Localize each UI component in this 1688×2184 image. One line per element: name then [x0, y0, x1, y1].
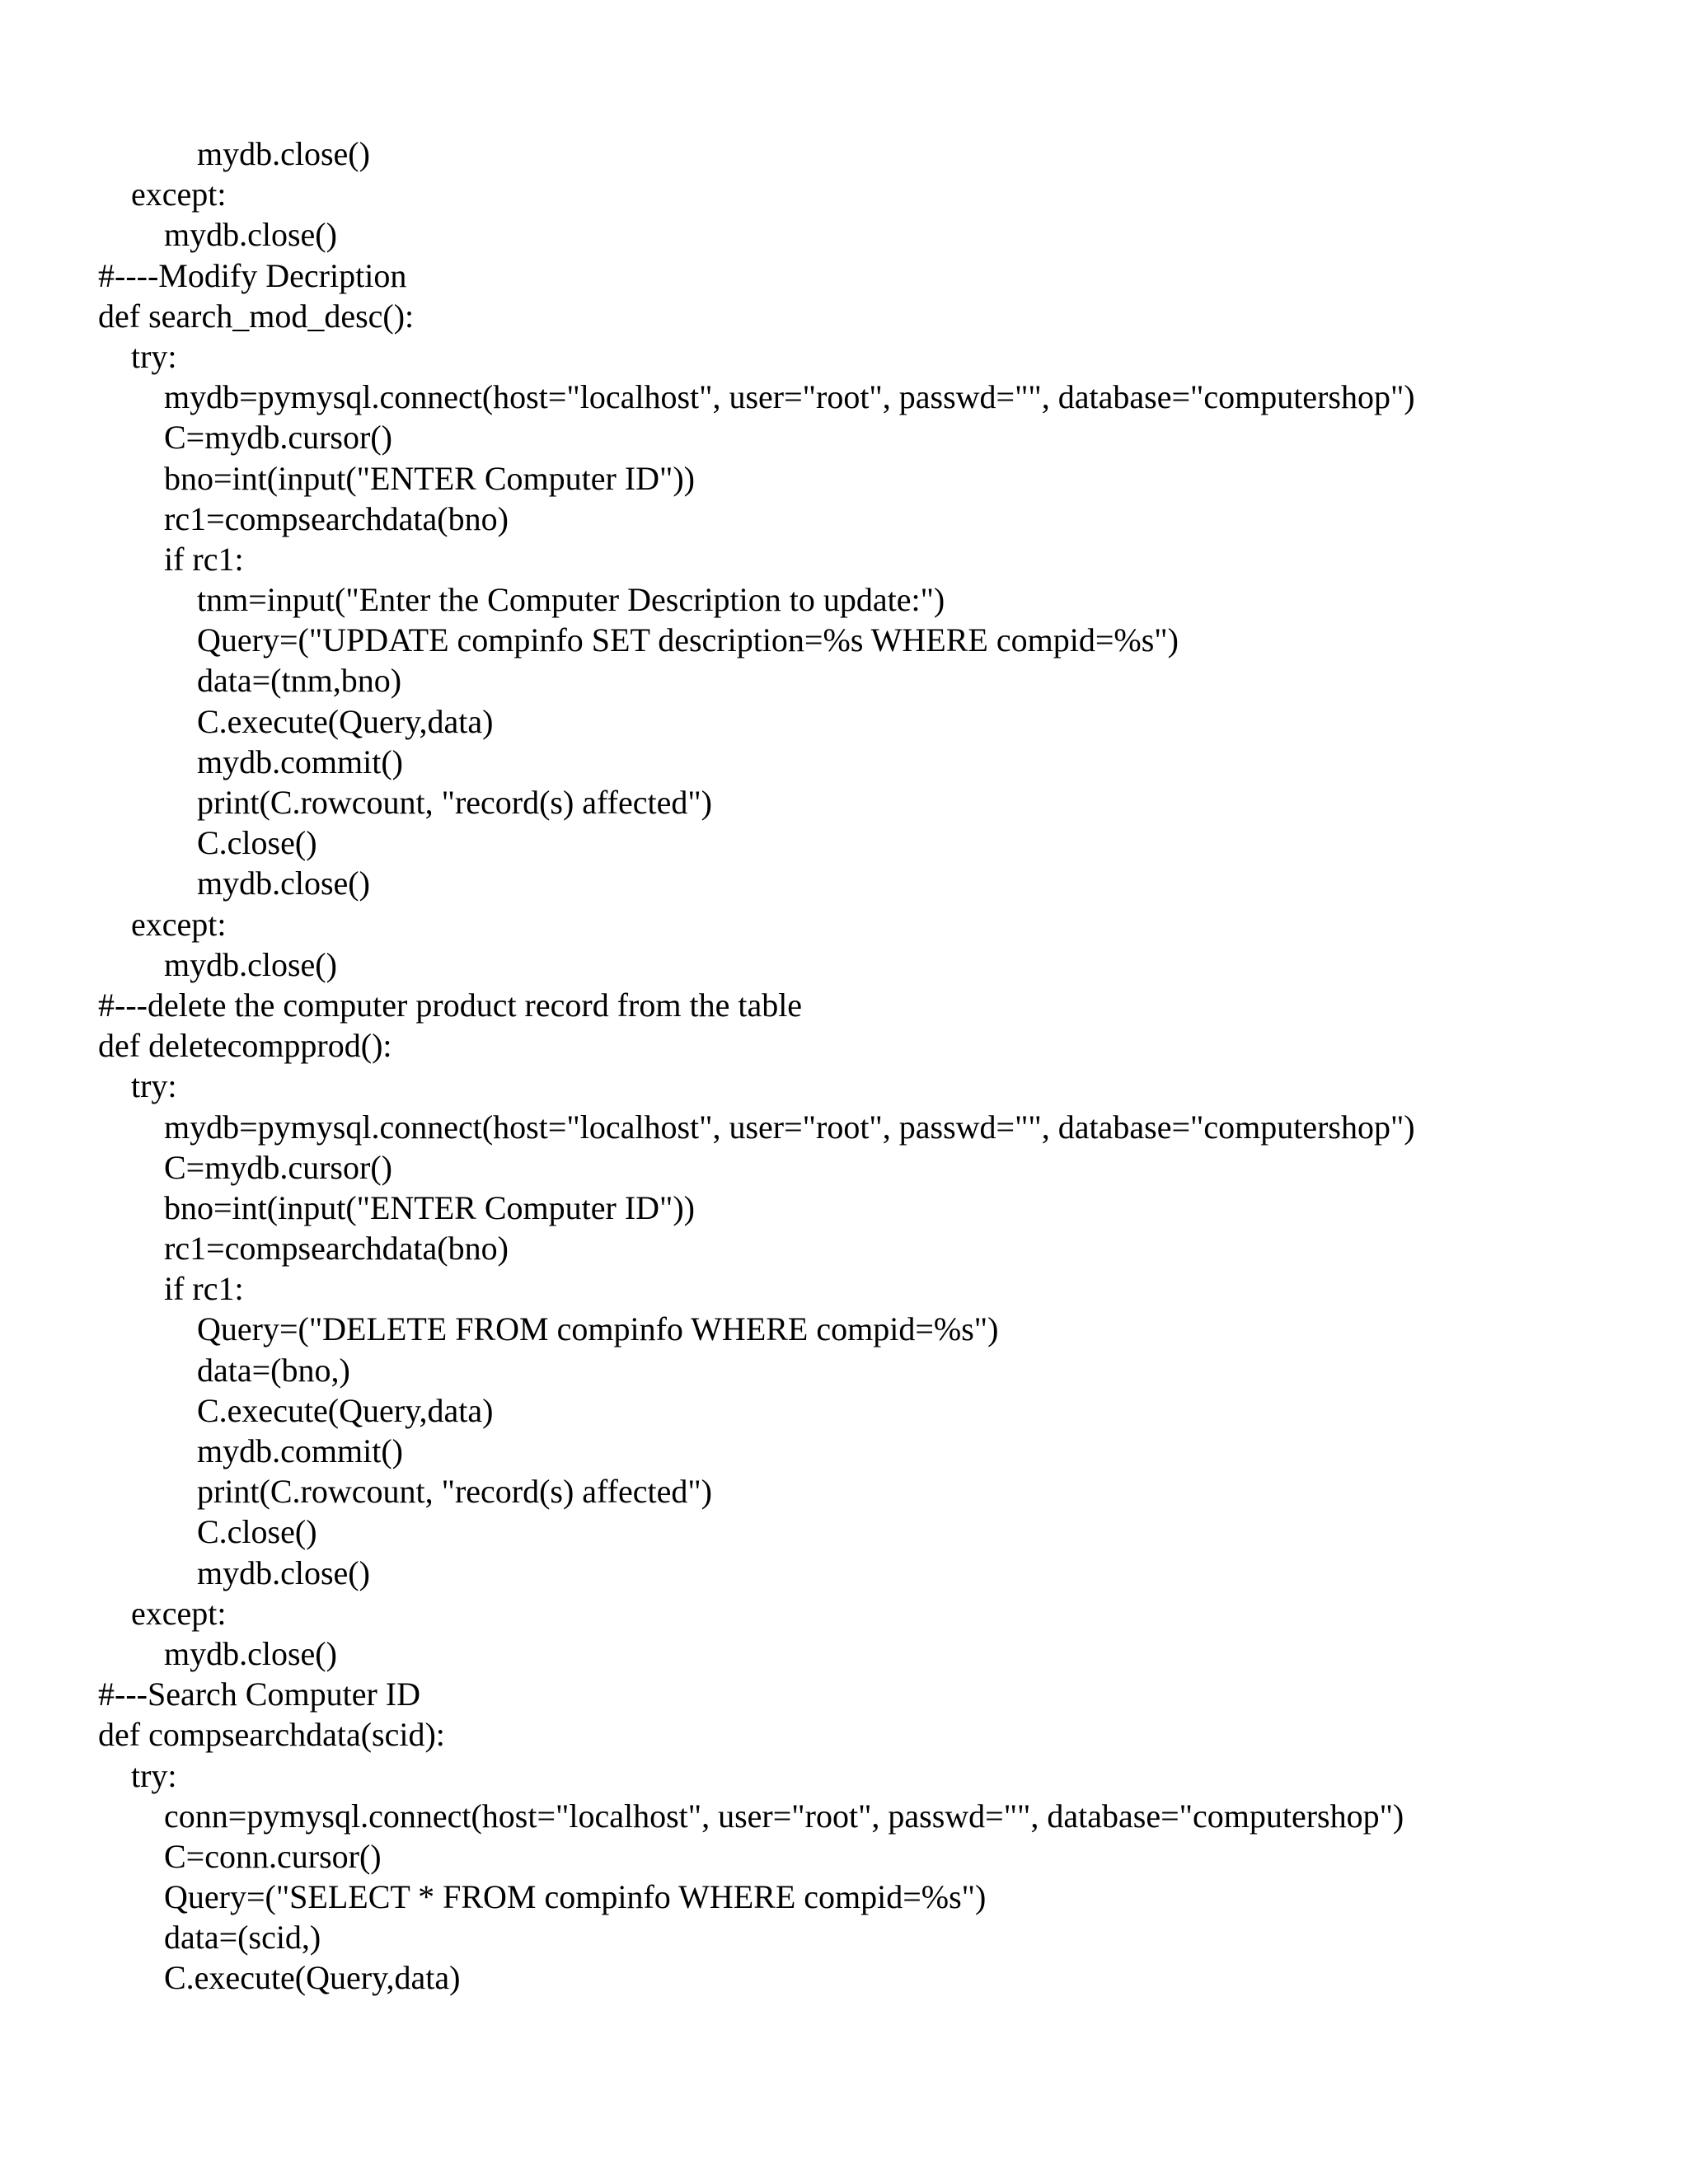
code-line: if rc1: — [164, 1270, 244, 1308]
code-line: mydb.close() — [197, 865, 370, 902]
code-line: def compsearchdata(scid): — [98, 1716, 445, 1754]
code-line: except: — [131, 176, 227, 213]
code-line: mydb.close() — [197, 1554, 370, 1591]
code-line: mydb=pymysql.connect(host="localhost", user="root", passwd="", database="computershop") — [164, 1108, 1415, 1146]
code-line: data=(bno,) — [197, 1351, 350, 1389]
code-line: #---Search Computer ID — [98, 1675, 420, 1713]
code-line: #---delete the computer product record from the table — [98, 986, 803, 1024]
code-line: try: — [131, 337, 177, 375]
code-line: tnm=input("Enter the Computer Description to update:") — [197, 581, 945, 619]
code-listing — [0, 134, 1688, 1999]
code-line: C=conn.cursor() — [164, 1837, 382, 1875]
code-line: try: — [131, 1756, 177, 1794]
code-line: def search_mod_desc(): — [98, 297, 415, 335]
code-line: mydb.close() — [164, 1634, 337, 1672]
code-line: C.close() — [197, 824, 317, 862]
code-line: mydb=pymysql.connect(host="localhost", user="root", passwd="", database="computershop") — [164, 378, 1415, 416]
code-line: C.close() — [197, 1513, 317, 1551]
code-line: Query=("UPDATE compinfo SET description=%s WHERE compid=%s") — [197, 621, 1179, 659]
code-line: rc1=compsearchdata(bno) — [164, 499, 509, 537]
code-line: mydb.commit() — [197, 743, 403, 780]
code-line: def deletecompprod(): — [98, 1027, 392, 1065]
code-line: bno=int(input("ENTER Computer ID")) — [164, 459, 696, 497]
code-line: Query=("SELECT * FROM compinfo WHERE compid=%s") — [164, 1878, 987, 1916]
code-line: bno=int(input("ENTER Computer ID")) — [164, 1188, 696, 1226]
code-line: C=mydb.cursor() — [164, 419, 392, 457]
code-line: #----Modify Decription — [98, 256, 407, 294]
code-line: except: — [131, 1594, 227, 1632]
code-line: data=(scid,) — [164, 1919, 321, 1957]
code-line: rc1=compsearchdata(bno) — [164, 1230, 509, 1268]
code-line: print(C.rowcount, "record(s) affected") — [197, 1473, 712, 1511]
code-line: print(C.rowcount, "record(s) affected") — [197, 784, 712, 821]
code-line: if rc1: — [164, 540, 244, 578]
code-line: C.execute(Query,data) — [197, 702, 494, 740]
code-line: conn=pymysql.connect(host="localhost", user="root", passwd="", database="computershop") — [164, 1797, 1404, 1835]
code-line: Query=("DELETE FROM compinfo WHERE compid=%s") — [197, 1310, 999, 1348]
code-line: except: — [131, 905, 227, 943]
code-line: mydb.close() — [197, 135, 370, 172]
code-line: data=(tnm,bno) — [197, 662, 402, 700]
code-line: C.execute(Query,data) — [197, 1391, 494, 1429]
code-line: C.execute(Query,data) — [164, 1959, 461, 1997]
code-line: try: — [131, 1067, 177, 1105]
code-line: mydb.close() — [164, 216, 337, 254]
code-line: C=mydb.cursor() — [164, 1148, 392, 1186]
code-line: mydb.commit() — [197, 1432, 403, 1469]
code-line: mydb.close() — [164, 945, 337, 983]
